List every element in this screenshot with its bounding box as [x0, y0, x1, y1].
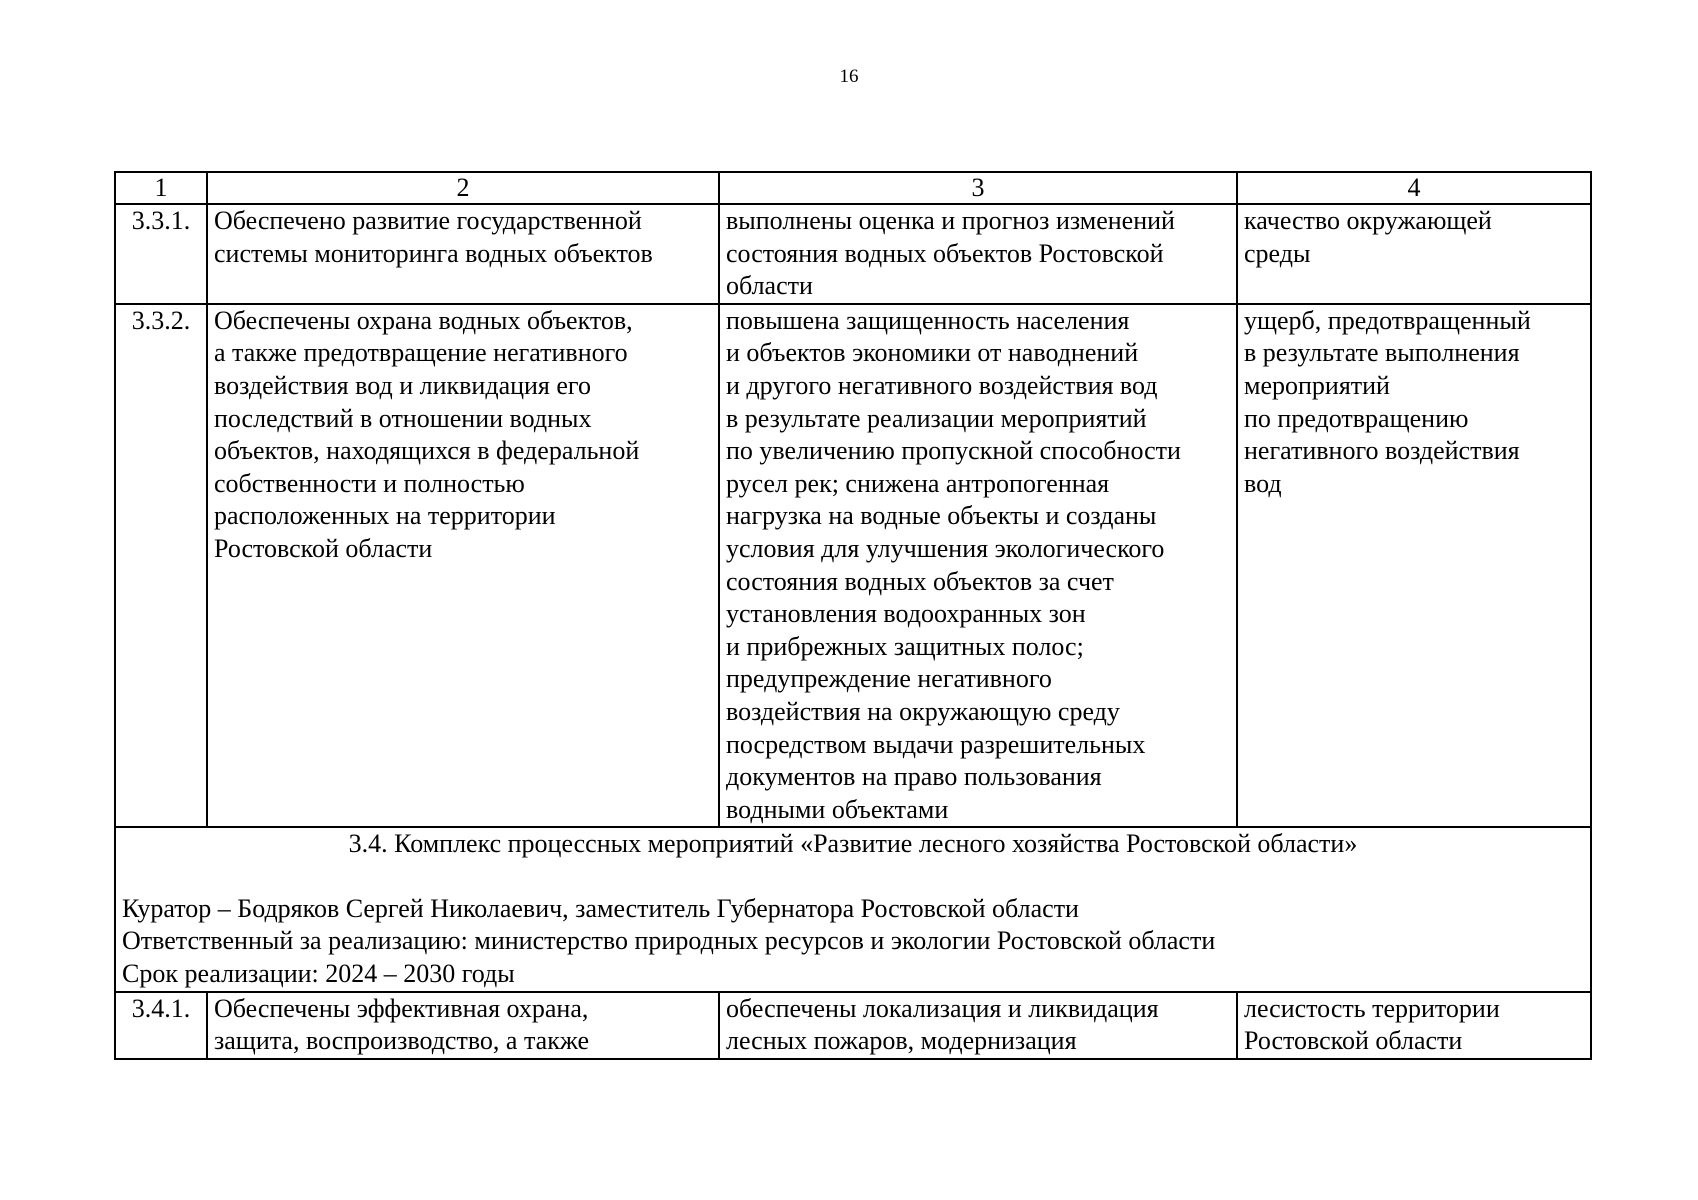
effect-cell — [719, 204, 1237, 304]
cell-line: обеспечены локализация и ликвидация — [726, 993, 1159, 1023]
indicator-cell — [1237, 204, 1591, 304]
cell-line: последствий в отношении водных — [214, 403, 592, 433]
column-header: 4 — [1237, 172, 1591, 204]
cell-line: водными объектами — [726, 794, 949, 824]
cell-line: ущерб, предотвращенный — [1244, 305, 1531, 335]
column-header: 3 — [719, 172, 1237, 204]
indicator-cell — [1237, 304, 1591, 828]
section-curator: Куратор – Бодряков Сергей Николаевич, заместитель Губернатора Ростовской области — [122, 893, 1079, 923]
task-cell — [207, 304, 719, 828]
cell-line: системы мониторинга водных объектов — [214, 238, 653, 268]
indicator-cell — [1237, 992, 1591, 1059]
task-cell — [207, 204, 719, 304]
cell-line: воздействия вод и ликвидация его — [214, 370, 591, 400]
cell-line: Ростовской области — [1244, 1026, 1463, 1056]
row-number: 3.4.1. — [115, 992, 207, 1059]
cell-line: собственности и полностью — [214, 468, 525, 498]
cell-line: защита, воспроизводство, а также — [214, 1026, 589, 1056]
cell-line: вод — [1244, 468, 1282, 498]
table-header-row — [115, 172, 1591, 204]
effect-cell — [719, 304, 1237, 828]
cell-line: лесистость территории — [1244, 993, 1500, 1023]
cell-line: по предотвращению — [1244, 403, 1469, 433]
table-row — [115, 992, 1591, 1059]
section-title: 3.4. Комплекс процессных мероприятий «Развитие лесного хозяйства Ростовской области» — [348, 829, 1358, 859]
cell-line: воздействия на окружающую среду — [726, 696, 1120, 726]
cell-line: в результате выполнения — [1244, 338, 1520, 368]
column-header: 2 — [207, 172, 719, 204]
cell-line: расположенных на территории — [214, 501, 556, 531]
cell-line: посредством выдачи разрешительных — [726, 729, 1146, 759]
cell-line: русел рек; снижена антропогенная — [726, 468, 1110, 498]
cell-line: и объектов экономики от наводнений — [726, 338, 1139, 368]
measures-table — [114, 171, 1592, 1060]
page-number: 16 — [839, 66, 859, 87]
cell-line: установления водоохранных зон — [726, 599, 1086, 629]
cell-line: условия для улучшения экологического — [726, 533, 1165, 563]
cell-line: Обеспечены эффективная охрана, — [214, 993, 589, 1023]
table-row — [115, 204, 1591, 304]
section-meta — [122, 893, 1584, 991]
cell-line: лесных пожаров, модернизация — [726, 1026, 1077, 1056]
cell-line: повышена защищенность населения — [726, 305, 1130, 335]
task-cell — [207, 992, 719, 1059]
cell-line: Ростовской области — [214, 533, 433, 563]
cell-line: качество окружающей — [1244, 206, 1492, 235]
cell-line: и прибрежных защитных полос; — [726, 631, 1084, 661]
cell-line: среды — [1244, 238, 1311, 268]
column-header: 1 — [115, 172, 207, 204]
cell-line: объектов, находящихся в федеральной — [214, 436, 640, 466]
row-number: 3.3.1. — [115, 204, 207, 304]
cell-line: документов на право пользования — [726, 762, 1102, 792]
cell-line: по увеличению пропускной способности — [726, 436, 1181, 466]
cell-line: Обеспечены охрана водных объектов, — [214, 305, 633, 335]
section-row — [115, 827, 1591, 991]
section-cell — [115, 827, 1591, 991]
cell-line: а также предотвращение негативного — [214, 338, 628, 368]
cell-line: выполнены оценка и прогноз изменений — [726, 206, 1175, 235]
table-row — [115, 304, 1591, 828]
section-responsible: Ответственный за реализацию: министерство природных ресурсов и экологии Ростовской области — [122, 926, 1216, 956]
cell-line: и другого негативного воздействия вод — [726, 370, 1158, 400]
effect-cell — [719, 992, 1237, 1059]
row-number: 3.3.2. — [115, 304, 207, 828]
cell-line: Обеспечено развитие государственной — [214, 206, 642, 235]
cell-line: мероприятий — [1244, 370, 1390, 400]
cell-line: негативного воздействия — [1244, 436, 1520, 466]
cell-line: нагрузка на водные объекты и созданы — [726, 501, 1157, 531]
cell-line: области — [726, 271, 813, 301]
cell-line: состояния водных объектов за счет — [726, 566, 1114, 596]
cell-line: в результате реализации мероприятий — [726, 403, 1147, 433]
cell-line: предупреждение негативного — [726, 664, 1052, 694]
section-term: Срок реализации: 2024 – 2030 годы — [122, 959, 515, 989]
cell-line: состояния водных объектов Ростовской — [726, 238, 1164, 268]
